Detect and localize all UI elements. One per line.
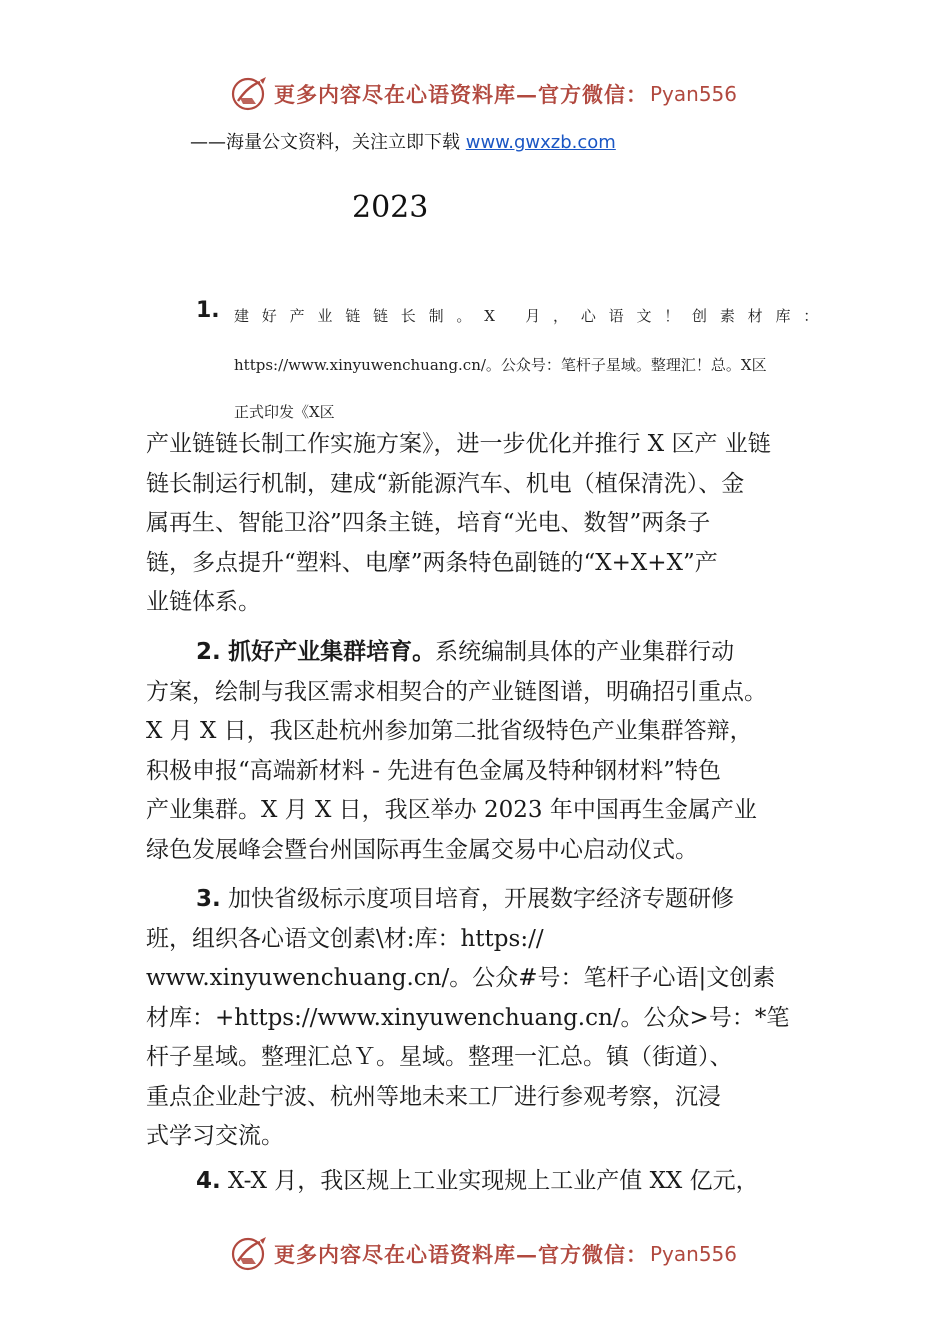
item-1-number: 1. [196, 298, 220, 323]
notice-text: ——海量公文资料，关注立即下载 [190, 132, 466, 153]
item-3-body-line: www.xinyuwenchuang.cn/。公众#号：笔杆子心语|文创素 [146, 965, 776, 991]
item-3-number: 3. [196, 886, 221, 912]
document-year: 2023 [352, 190, 429, 225]
item-3-first-line [146, 880, 810, 920]
item-1-body-line: 属再生、智能卫浴”四条主链，培育“光电、数智”两条子 [146, 510, 711, 536]
item-2-first-text: 系统编制具体的产业集群行动 [435, 639, 735, 665]
item-1-body-line: 产业链链长制工作实施方案》，进一步优化并推行 X 区产 业链 [146, 431, 771, 457]
website-link[interactable]: www.gwxzb.com [465, 132, 616, 153]
item-2-body-line: 产业集群。X 月 X 日，我区举办 2023 年中国再生金属产业 [146, 797, 757, 823]
item-3-body-line: 材库：+https://www.xinyuwenchuang.cn/。公众>号：*笔 [146, 1004, 790, 1031]
item-3-body-line: 班，组织各心语文创素\材:库：https:// [146, 925, 544, 952]
item-1-body-line: 链，多点提升“塑料、电摩”两条特色副链的“X+X+X”产 [146, 549, 718, 576]
item-1-line-3: 正式印发《X区 [234, 403, 335, 421]
footer-banner [230, 1232, 790, 1276]
item-4-number: 4. [196, 1168, 221, 1194]
item-2-paragraph [146, 633, 810, 870]
book-pen-logo-icon [230, 74, 270, 114]
item-3-first-text: 加快省级标示度项目培育，开展数字经济专题研修 [220, 886, 735, 912]
item-4-first-line [146, 1162, 810, 1202]
banner-wechat-id: Pyan556 [650, 1242, 738, 1266]
item-1-line-1: 建好产业链链长制。X 月，心语文！创素材库： [234, 307, 832, 325]
item-1-line-2: https://www.xinyuwenchuang.cn/。公众号：笔杆子星域。整理汇！总。X区 [234, 356, 767, 374]
banner-text: 更多内容尽在心语资料库—官方微信： [274, 1242, 648, 1267]
item-2-body-line: 方案，绘制与我区需求相契合的产业链图谱，明确招引重点。 [146, 678, 767, 705]
item-4-paragraph [146, 1162, 810, 1202]
item-2-body-line: 积极申报“高端新材料 - 先进有色金属及特种钢材料”特色 [146, 757, 721, 784]
banner-wechat-id: Pyan556 [650, 82, 738, 106]
item-1-body-line: 链长制运行机制，建成“新能源汽车、机电（植保清洗）、金 [146, 470, 745, 497]
item-4-first-text: X-X 月，我区规上工业实现规上工业产值 XX 亿元， [220, 1168, 759, 1194]
item-3-paragraph [146, 880, 810, 1157]
item-3-body-line: 式学习交流。 [146, 1123, 284, 1149]
download-notice [190, 128, 616, 154]
item-3-body-line: 重点企业赴宁波、杭州等地未来工厂进行参观考察，沉浸 [146, 1083, 721, 1110]
item-1-body-line: 业链体系。 [146, 589, 261, 615]
item-2-title: 抓好产业集群培育。 [228, 639, 436, 665]
item-2-number: 2. [196, 639, 221, 665]
header-banner [230, 72, 790, 116]
item-2-body-line: X 月 X 日，我区赴杭州参加第二批省级特色产业集群答辩， [146, 718, 753, 744]
item-1-body [146, 425, 810, 623]
book-pen-logo-icon [230, 1234, 270, 1274]
banner-text: 更多内容尽在心语资料库—官方微信： [274, 82, 648, 107]
item-2-first-line [146, 633, 810, 673]
item-3-body-line: 杆子星域。整理汇总Ｙ。星域。整理一汇总。镇（街道）、 [146, 1044, 733, 1070]
item-2-body-line: 绿色发展峰会暨台州国际再生金属交易中心启动仪式。 [146, 836, 698, 863]
